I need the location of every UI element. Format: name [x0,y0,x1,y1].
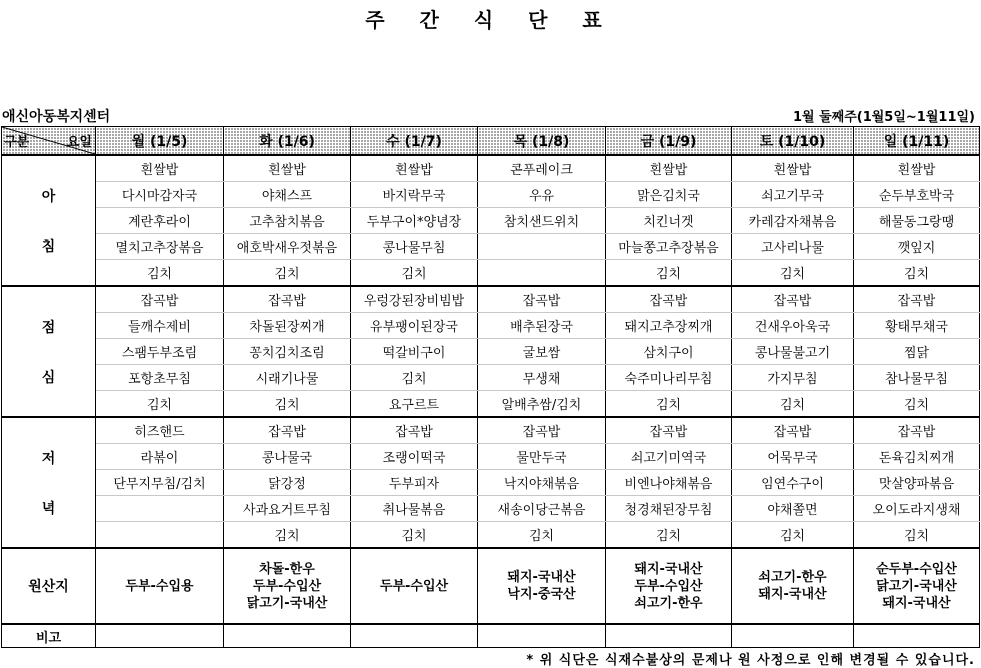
menu-item: 꽁치김치조림 [224,339,351,365]
menu-item: 계란후라이 [96,208,224,234]
note-cell [224,624,351,648]
menu-item: 돈육김치찌개 [854,444,980,470]
menu-item: 치킨너겟 [606,208,732,234]
menu-item: 쇠고기미역국 [606,444,732,470]
menu-item: 흰쌀밥 [96,155,224,182]
origin-cell-mon [96,548,224,624]
menu-item: 어묵무국 [732,444,854,470]
origin-line: 낙지-중국산 [507,587,576,602]
menu-item: 잡곡밥 [606,417,732,444]
menu-item: 김치 [606,391,732,418]
menu-item: 잡곡밥 [478,286,606,313]
menu-item: 참나물무침 [854,365,980,391]
origin-cell-sun [854,548,980,624]
menu-item: 잡곡밥 [478,417,606,444]
menu-item: 김치 [732,391,854,418]
meal-label-bottom: 녁 [41,500,56,517]
day-header-thu: 목 (1/8) [478,127,606,156]
origin-line: 차돌-한우 [259,561,315,577]
menu-row-lunch [2,391,980,418]
menu-item: 바지락무국 [351,182,478,208]
menu-item [478,260,606,287]
menu-item: 찜닭 [854,339,980,365]
org-name: 애신아동복지센터 [2,109,111,125]
menu-item: 잡곡밥 [224,417,351,444]
menu-item: 포항초무침 [96,365,224,391]
menu-row-lunch [2,313,980,339]
note-cell [854,624,980,648]
menu-item: 굴보쌈 [478,339,606,365]
menu-item: 김치 [351,260,478,287]
menu-item: 맑은김치국 [606,182,732,208]
menu-item: 잡곡밥 [732,286,854,313]
menu-item: 깻잎지 [854,234,980,260]
origin-line: 돼지-국내산 [507,570,576,585]
menu-item: 삼치구이 [606,339,732,365]
menu-item: 흰쌀밥 [854,155,980,182]
menu-item: 임연수구이 [732,470,854,496]
meal-label-breakfast [2,155,96,286]
menu-item: 히즈핸드 [96,417,224,444]
menu-item: 김치 [732,260,854,287]
note-label: 비고 [2,624,96,648]
menu-item: 콩나물불고기 [732,339,854,365]
menu-row-dinner [2,417,980,444]
page-title: 주 간 식 단 표 [365,8,616,32]
menu-item: 잡곡밥 [606,286,732,313]
menu-item: 참치샌드위치 [478,208,606,234]
menu-item: 단무지무침/김치 [96,470,224,496]
day-header-tue: 화 (1/6) [224,127,351,156]
menu-item: 사과요거트무침 [224,496,351,522]
origin-line: 두부-수입산 [634,578,703,594]
menu-item: 해물동그랑땡 [854,208,980,234]
origin-row [2,548,980,624]
menu-item: 김치 [96,391,224,418]
day-header-mon: 월 (1/5) [96,127,224,156]
menu-item: 잡곡밥 [732,417,854,444]
menu-item [478,234,606,260]
menu-item: 잡곡밥 [351,417,478,444]
note-row [2,624,980,648]
menu-row-lunch [2,339,980,365]
origin-cell-sat [732,548,854,624]
menu-item: 김치 [854,522,980,549]
menu-item: 라볶이 [96,444,224,470]
menu-item: 김치 [96,260,224,287]
menu-item: 김치 [606,522,732,549]
origin-line: 돼지-국내산 [634,561,703,577]
menu-item: 가지무침 [732,365,854,391]
day-header-wed: 수 (1/7) [351,127,478,156]
menu-item: 알배추쌈/김치 [478,391,606,418]
menu-item: 유부팽이된장국 [351,313,478,339]
menu-item: 청경채된장무침 [606,496,732,522]
note-cell [606,624,732,648]
menu-item: 두부피자 [351,470,478,496]
menu-item: 낙지야채볶음 [478,470,606,496]
meal-label-lunch [2,286,96,417]
menu-row-lunch [2,365,980,391]
menu-item: 고추참치볶음 [224,208,351,234]
menu-item: 차돌된장찌개 [224,313,351,339]
menu-item: 야채쫄면 [732,496,854,522]
origin-line: 닭고기-국내산 [876,578,957,594]
origin-line: 돼지-국내산 [882,595,951,611]
menu-item: 마늘쫑고추장볶음 [606,234,732,260]
menu-item [96,522,224,549]
origin-cell-wed [351,548,478,624]
menu-item: 흰쌀밥 [351,155,478,182]
menu-item: 닭강정 [224,470,351,496]
note-cell [732,624,854,648]
menu-item: 다시마감자국 [96,182,224,208]
menu-item: 우렁강된장비빔밥 [351,286,478,313]
menu-item: 새송이당근볶음 [478,496,606,522]
menu-item: 물만두국 [478,444,606,470]
menu-item: 흰쌀밥 [606,155,732,182]
origin-line: 두부-수입산 [379,578,449,594]
menu-row-breakfast [2,234,980,260]
meal-label-top: 점 [41,319,56,336]
menu-item: 김치 [224,260,351,287]
menu-item: 김치 [606,260,732,287]
menu-item: 스팸두부조림 [96,339,224,365]
menu-item: 비엔나야채볶음 [606,470,732,496]
menu-item: 맛살양파볶음 [854,470,980,496]
menu-item: 취나물볶음 [351,496,478,522]
menu-item: 잡곡밥 [224,286,351,313]
menu-item: 김치 [351,522,478,549]
note-cell [351,624,478,648]
origin-line: 쇠고기-한우 [634,595,703,611]
menu-row-dinner [2,496,980,522]
weekly-menu-table [1,126,980,648]
origin-line: 두부-수입산 [252,578,322,594]
note-cell [96,624,224,648]
menu-item: 순두부호박국 [854,182,980,208]
menu-item: 콘푸레이크 [478,155,606,182]
menu-item: 고사리나물 [732,234,854,260]
menu-item: 카레감자채볶음 [732,208,854,234]
menu-item: 콩나물무침 [351,234,478,260]
origin-line: 닭고기-국내산 [246,595,328,611]
menu-item: 배추된장국 [478,313,606,339]
origin-line: 순두부-수입산 [876,561,957,577]
origin-line: 두부-수입용 [125,578,194,594]
menu-item: 쇠고기무국 [732,182,854,208]
menu-item: 김치 [854,260,980,287]
corner-label-category: 구분 [4,135,30,150]
menu-item [96,496,224,522]
menu-item: 잡곡밥 [854,286,980,313]
menu-item: 김치 [224,522,351,549]
menu-item: 흰쌀밥 [732,155,854,182]
menu-row-dinner [2,470,980,496]
origin-cell-fri [606,548,732,624]
menu-row-lunch [2,286,980,313]
origin-cell-tue [224,548,351,624]
origin-line: 돼지-국내산 [758,587,827,602]
menu-item: 김치 [854,391,980,418]
menu-item: 우유 [478,182,606,208]
menu-row-dinner [2,444,980,470]
origin-line: 쇠고기-한우 [758,570,827,585]
menu-item: 들깨수제비 [96,313,224,339]
menu-item: 돼지고추장찌개 [606,313,732,339]
menu-row-breakfast [2,260,980,287]
day-header-sun: 일 (1/11) [854,127,980,156]
origin-label: 원산지 [2,548,96,624]
corner-cell [2,127,96,156]
origin-cell-thu [478,548,606,624]
menu-item: 오이도라지생채 [854,496,980,522]
menu-item: 김치 [732,522,854,549]
meal-label-bottom: 심 [41,369,56,386]
menu-body [2,155,980,548]
meal-label-bottom: 침 [41,238,56,255]
menu-row-breakfast [2,208,980,234]
day-header-sat: 토 (1/10) [732,127,854,156]
menu-row-dinner [2,522,980,549]
menu-item: 시래기나물 [224,365,351,391]
menu-row-breakfast [2,182,980,208]
menu-item: 요구르트 [351,391,478,418]
menu-item: 무생채 [478,365,606,391]
meal-label-top: 저 [41,450,56,467]
menu-item: 멸치고추장볶음 [96,234,224,260]
menu-item: 흰쌀밥 [224,155,351,182]
footnote: * 위 식단은 식재수불상의 문제나 원 사정으로 인해 변경될 수 있습니다. [526,653,975,668]
menu-item: 건새우아욱국 [732,313,854,339]
header-row [2,127,980,156]
note-cell [478,624,606,648]
menu-row-breakfast [2,155,980,182]
menu-item: 콩나물국 [224,444,351,470]
day-header-fri: 금 (1/9) [606,127,732,156]
menu-item: 숙주미나리무침 [606,365,732,391]
meal-label-dinner [2,417,96,548]
meal-label-top: 아 [41,188,56,205]
menu-item: 두부구이*양념장 [351,208,478,234]
corner-label-day: 요일 [66,135,92,150]
menu-item: 황태무채국 [854,313,980,339]
menu-item: 잡곡밥 [854,417,980,444]
week-range: 1월 둘째주(1월5일~1월11일) [792,110,975,125]
menu-item: 조랭이떡국 [351,444,478,470]
menu-item: 애호박새우젓볶음 [224,234,351,260]
menu-item: 떡갈비구이 [351,339,478,365]
menu-item: 야채스프 [224,182,351,208]
menu-item: 김치 [478,522,606,549]
menu-item: 김치 [224,391,351,418]
menu-item: 김치 [351,365,478,391]
menu-item: 잡곡밥 [96,286,224,313]
